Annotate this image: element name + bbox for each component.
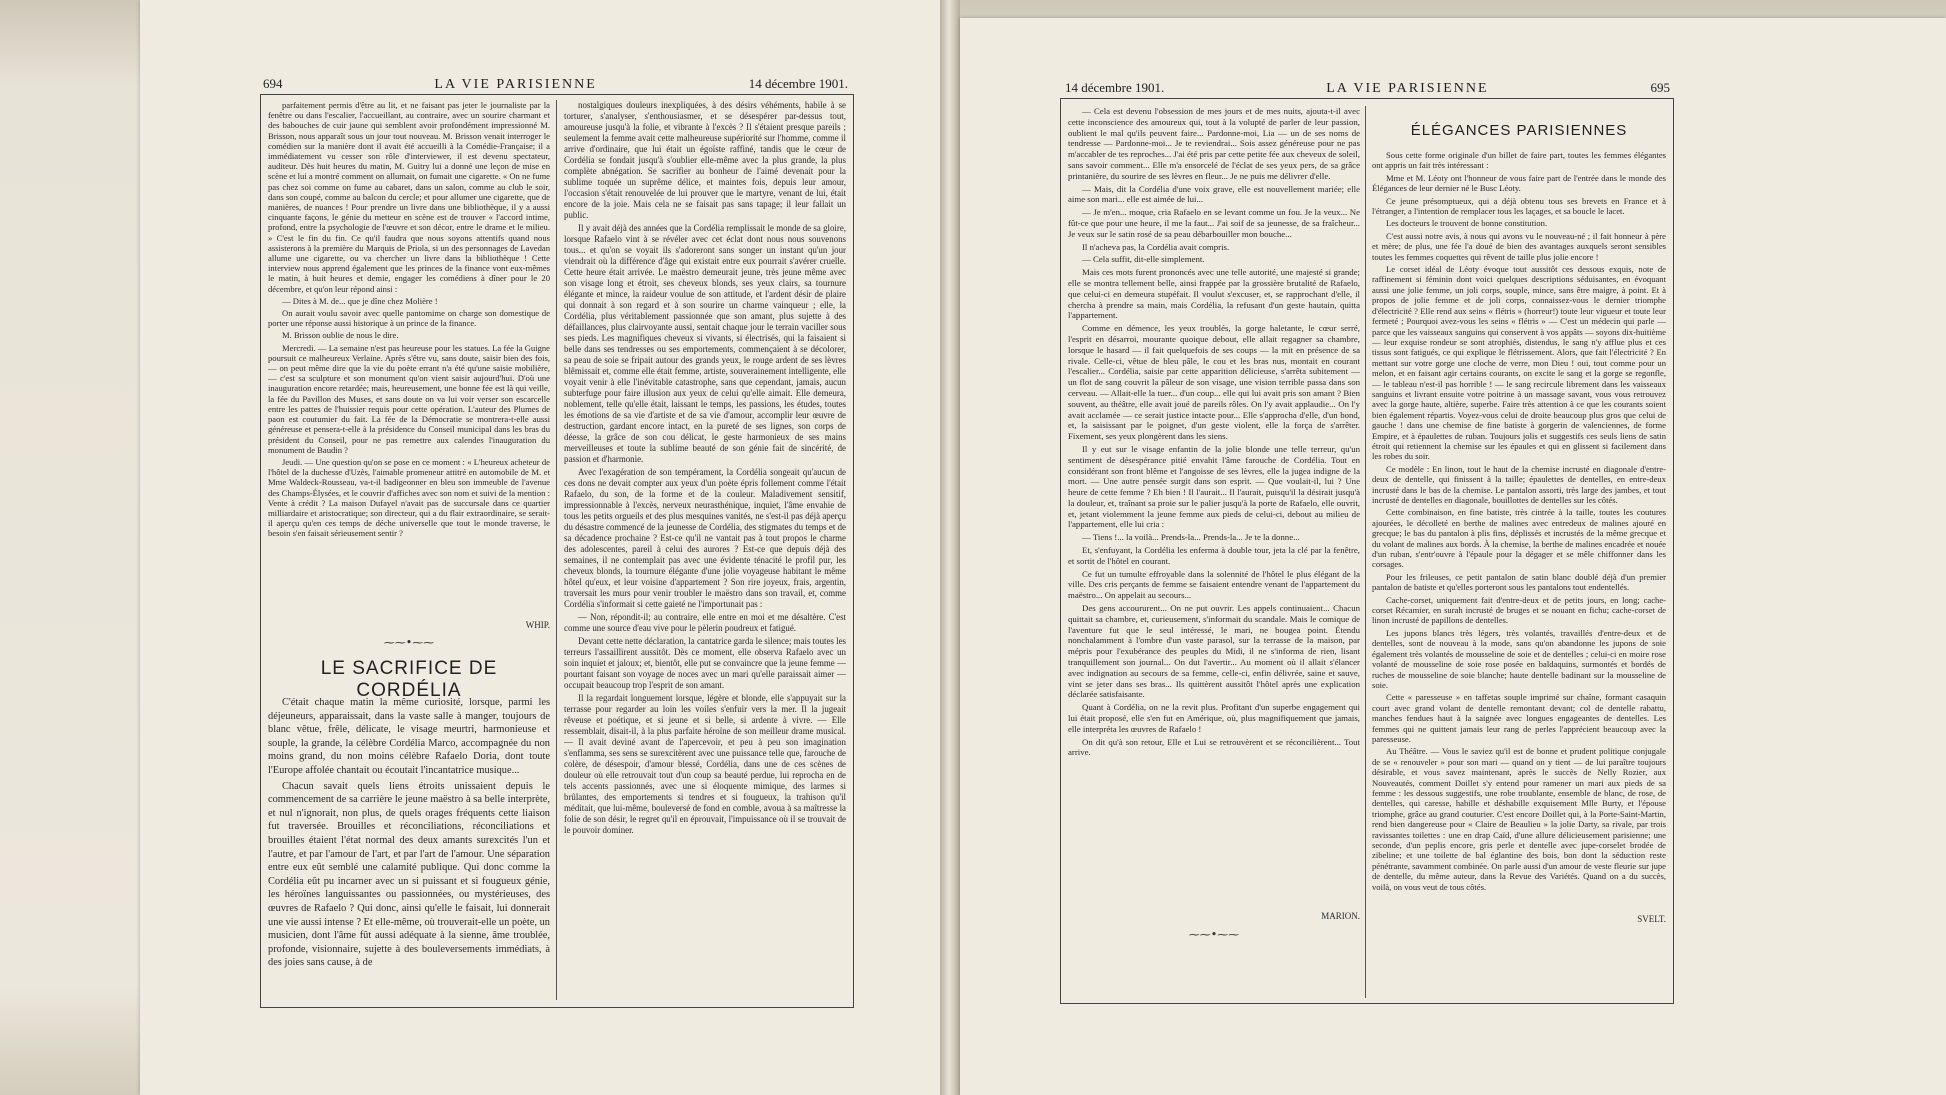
elegances-paragraph: Au Théâtre. — Vous le saviez qu'il est de bonne et prudent politique conjugale de se « renouveler » pour son mari — quand on y tient — de lui paraître toujours désirable, et vous savez maintenant, après le succès de Nelly Rozier, aux Nouveautés, comment Doillet s'y entend pour ramener un mari aux pieds de sa femme : les dessous suggestifs, une robe troublante, ensemble de blanc, de rose, de dentelles, qui caresse, habille et déshabille exquisement Mlle Burty, et l'épouse triomphe, grâce au grand couturier. C'est encore Doillet qui, à la Porte-Saint-Martin, rend bien dangereuse pour « Claire de Beaulieu » la jolie Darty, sa rivale, par trois ravissantes toilettes : une en drap Caïd, d'une allure délicieusement parisienne; une seconde, d'un peplis encore, gris perle et dentelle avec jupe-corselet brodée de zibeline; et une toilette de bal églantine des bois, bon dont la séduction reste pénétrante, savamment combinée. On parle aussi d'un amour de veste fleurie sur jupe de dentelle, du même auteur, dans la Revue des Variétés. Quand on a du succès, voilà, on vous veut de tous côtés.	[1372, 746, 1666, 892]
left-journal-title: LA VIE PARISIENNE	[434, 77, 597, 92]
elegances-column	[1372, 150, 1666, 910]
left-page-header	[263, 76, 848, 93]
elegances-title: ÉLÉGANCES PARISIENNES	[1410, 122, 1628, 139]
story-paragraph: — Tiens !... la voilà... Prends-la... Prends-la... Je te la donne...	[1082, 532, 1300, 543]
story-paragraph: On dit qu'à son retour, Elle et Lui se retrouvèrent et se réconcilièrent... Tout arrive.	[1068, 736, 1360, 758]
story-column-1	[268, 696, 550, 996]
story-paragraph: — Cela est devenu l'obsession de mes jours et de mes nuits, ajouta-t-il avec cette inconscience des amoureux qui, tout à la volupté de parler de leur passion, oublient le mal qu'ils peuvent faire... Pardonne-moi, Lia — un de ses noms de tendresse — Pardonne-moi... Je te reviendrai... Sois assez généreuse pour ne pas m'accabler de tes reproches... J'ai été pris par cette petite fée aux cheveux de soleil, sans savoir comment... Elle m'a ensorcelé de l'éclat de ses yeux pers, de sa grâce printanière, du sourire de ses lèvres en fleur... Je ne puis me délivrer d'elle.	[1068, 106, 1360, 181]
story-paragraph: — Mais, dit la Cordélia d'une voix grave, elle est nouvellement mariée; elle aime son mari... elle est aimée de lui...	[1068, 183, 1360, 205]
section-ornament: ⁓⁓•⁓⁓	[383, 636, 435, 649]
left-column-divider	[556, 100, 557, 1000]
elegances-paragraph: Cette « paresseuse » en taffetas souple imprimé sur chaîne, formant casaquin court avec grand volant de dentelle remontant devant; col de dentelle rabattu, manches fendues haut à la saignée avec longues engageantes de dentelles. Les femmes qui ne quittent jamais leur rang de perles l'apprécient beaucoup avec la paresseuse.	[1372, 692, 1666, 744]
chronicle-paragraph: Mercredi. — La semaine n'est pas heureuse pour les statues. La fée la Guigne poursuit ce malheureux Verlaine. Après s'être vu, sans doute, saisir bien des fois, — on peut même dire que la vie du poète errant n'a été qu'une saisie mobilière, — c'est sa sculpture et son monument qu'on vient saisir aujourd'hui. D'où une inauguration encore retardée; mais, heureusement, une bonne fée est là qui veille, la fée du Pavillon des Muses, et sans doute on va lui voir verser son escarcelle entre les pattes de l'huissier requis pour cette opération. L'auteur des Plumes de paon est coutumier du fait. La fée de la Démocratie se montrera-t-elle aussi généreuse et pensera-t-elle à la présidence du Conseil municipal dans les bras du président du Conseil, pour ne pas remettre aux calendes l'inauguration du monument de Baudin ?	[268, 342, 550, 455]
elegances-paragraph: Pour les frileuses, ce petit pantalon de satin blanc doublé déjà d'un premier pantalon de batiste et qu'elles porteront sous les pantalons tout endentellés.	[1372, 571, 1666, 593]
story-paragraph: Comme en démence, les yeux troublés, la gorge haletante, le cœur serré, l'esprit en désarroi, mourante quoique debout, elle allait regagner sa chambre, lorsque le hasard — il fait quelquefois de ses coups — la mit en présence de sa rivale. Celle-ci, vêtue de bleu pâle, le cou et les bras nus, montait en courant l'escalier... Cordélia, saisie par cette apparition délicieuse, s'arrêta subitement — un flot de sang couvrit la pâleur de son visage, une vision terrible passa dans son cerveau. — Allait-elle la tuer... d'un coup... elle qui lui avait pris son amant ? Bien souvent, au théâtre, elle avait joué de pareils rôles. On l'y avait applaudie... On l'y avait acclamée — ce serait justice intacte pour... Elle s'approcha d'elle, d'un bond, et, la saisissant par le poignet, d'un geste violent, elle la força de s'arrêter. Fixement, ses yeux plongèrent dans les siens.	[1068, 323, 1360, 442]
story-paragraph: Et, s'enfuyant, la Cordélia les enferma à double tour, jeta la clé par la fenêtre, et sortit de l'hôtel en courant.	[1068, 545, 1360, 566]
chronicle-paragraph: On aurait voulu savoir avec quelle pantomime on charge son domestique de porter une réponse aussi historique à un prince de la finance.	[268, 308, 550, 329]
story-title: LE SACRIFICE DE CORDÉLIA	[320, 658, 498, 701]
story-column-3	[1068, 106, 1360, 906]
left-page	[140, 0, 940, 1095]
elegances-paragraph: Ce jeune présomptueux, qui a déjà obtenu tous ses brevets en France et à l'étranger, a l'intention de remplacer tous les laçages, et sa boucle le lacet.	[1372, 195, 1666, 217]
elegances-paragraph: Le corset idéal de Léoty évoque tout aussitôt ces dessous exquis, note de raffinement si féminin dont voici quelques descriptions séduisantes, en évoquant aussi une jolie femme, un joli corps, souple, mince, sans être maigre, à point. Et à propos de jolie femme et de joli corps, connaissez-vous le dernier triomphe d'électricité ? Elle rend aux seins « flétris » (horreur!) toute leur vigueur et toute leur fermeté ; Pourquoi avez-vous les seins « flétris » — C'est un médecin qui parle — parce que les vaisseaux sanguins qui conservent à vos appâts — soyons dix-huitième — leur exquise rondeur se sont atrophiés, distendus, le sang n'y afflue plus et ces tissus sont fatigués, ce qui explique le flétrissement. Alors, que fait l'électricité ? En mettant sur votre gorge une cloche de verre, mon Dieu ! oui, tout comme pour un melon, et en faisant agir certains courants, on excite le sang et la gorge se regonfle, — le tableau n'est-il pas horrible ! — le sang recircule librement dans les vaisseaux sanguins et livrant ensuite votre poitrine à un massage savant, vous vous retrouvez avec la gorge haute, altière, superbe. Faire très attention à ce que les courants soient bien également répartis. Voyez-vous celui de droite beaucoup plus gros que celui de gauche ! dans une chemise de fine batiste à gorgerin de valenciennes, de forme Empire, et à épaulettes de ruban. Toujours jolis et suggestifs ces seuls liens de satin étroit qui retiennent la chemise sur les épaules et qui en glissent si facilement dans les robes du soir.	[1372, 264, 1666, 462]
section-ornament: ⁓⁓•⁓⁓	[1188, 928, 1240, 941]
story-paragraph: Mais ces mots furent prononcés avec une telle autorité, une majesté si grande; elle se montra tellement belle, ainsi frappée par la grossière brutalité de Rafaelo, que celui-ci en demeura stupéfait. Il voulut s'excuser, et, se rapprochant d'elle, il chercha à prendre sa main, mais Cordélia, la refusant d'un geste hautain, quitta l'appartement.	[1068, 267, 1360, 321]
page-gutter	[940, 0, 960, 1095]
right-page-date: 14 décembre 1901.	[1065, 80, 1165, 95]
story-paragraph: Ce fut un tumulte effroyable dans la solennité de l'hôtel le plus élégant de la ville. Des cris perçants de femme se faisaient entendre venant de l'appartement du maëstro... On appelait au secours...	[1068, 568, 1360, 601]
elegances-paragraph: Sous cette forme originale d'un billet de faire part, toutes les femmes élégantes ont appris un fait très intéressant :	[1372, 150, 1666, 171]
story-paragraph: Chacun savait quels liens étroits unissaient depuis le commencement de sa carrière le jeune maëstro à sa belle interprète, et nul n'ignorait, non plus, de quels orages fréquents cette liaison fut traversée. Brouilles et réconciliations, réconciliations et brouilles étaient l'état normal des deux amants surexcités l'un et l'autre, et par l'amour de l'art, et par l'art de l'amour. Une séparation entre eux eût semblé une calamité publique. Qui donc comme la Cordélia eût pu incarner avec un si puissant et si fougueux génie, les héroïnes languissantes ou passionnées, ou mystérieuses, des œuvres de Rafaelo ? Qui donc, ainsi qu'elle le faisait, lui donnerait une vie aussi intense ? Et elle-même, où trouverait-elle un poète, un musicien, dont l'âme fût aussi adéquate à la sienne, âme troublée, profonde, visionnaire, sujette à des bouleversements immédiats, à des joies sans cause, à de	[268, 780, 550, 969]
story-paragraph: — Non, répondit-il; au contraire, elle entre en moi et me désaltère. C'est comme une source d'eau vive pour le pèlerin poudreux et fatigué.	[564, 612, 846, 633]
story-paragraph: Il n'acheva pas, la Cordélia avait compris.	[1082, 241, 1230, 252]
chronicle-paragraph: M. Brisson oublie de nous le dire.	[282, 330, 399, 341]
chronicle-column	[268, 100, 550, 628]
right-journal-title: LA VIE PARISIENNE	[1326, 81, 1489, 96]
elegances-signature: SVELT.	[1637, 914, 1666, 924]
story-paragraph: Des gens accoururent... On ne put ouvrir. Les appels continuaient... Chacun quittait sa chambre, et, curieusement, s'informait du scandale. Mais le comique de l'aventure fut que le seul intéressé, le mari, ne bougea point. Étendu nonchalamment à l'ombre d'un vaste parasol, sur la terrasse de la maison, par mépris pour l'exubérance des peuples du Midi, il ne s'informa de rien, lisant tranquillement son journal... On dut l'avertir... Au moment où il allait s'élancer avec indignation au secours de sa femme, celle-ci, enfin délivrée, saine et sauve, vint se jeter dans ses bras... Ils quittèrent aussitôt l'hôtel après une explication déclarée satisfaisante.	[1068, 603, 1360, 700]
chronicle-signature: WHIP.	[525, 620, 550, 630]
story-paragraph: — Cela suffit, dit-elle simplement.	[1082, 254, 1205, 265]
story-paragraph: Avec l'exagération de son tempérament, la Cordélia songeait qu'aucun de ces dons ne devait compter aux yeux d'un poète épris follement comme l'était Rafaelo, du son, de la forme et de la couleur. Maladivement sensitif, impressionnable à l'excès, nerveux neurasthénique, inquiet, l'âme envahie de tous les petits orgueils et des plus mesquines vanités, ne s'est-il pas déjà aperçu du désastre commencé de la jeunesse de Cordélia, des stigmates du temps et de sa décadence prochaine ? Est-ce qu'il ne vantait pas à tout propos le charme des adolescentes, pareil à celui des aurores ? Est-ce que depuis déjà des semaines, il ne contemplait pas avec une évidente ténacité le profil pur, les cheveux blonds, la tournure élégante d'une jolie voyageuse habitant le même hôtel qu'eux, et leur voisine d'appartement ? Son rire joyeux, frais, argentin, traversait les murs pour venir troubler le maëstro dans son travail, et, comme Cordélia s'informait si cette gaieté ne l'importunait pas :	[564, 467, 846, 609]
story-paragraph: Quant à Cordélia, on ne la revit plus. Profitant d'un superbe engagement qui lui était proposé, elle s'en fut en Amérique, où, plus magnifiquement que jamais, elle interpréta les œuvres de Rafaelo !	[1068, 702, 1360, 734]
story-column-2	[564, 100, 846, 996]
elegances-paragraph: Ce modèle : En linon, tout le haut de la chemise incrusté en diagonale d'entre-deux de dentelle, qui finissent à la taille; épaulettes de dentelles, en entre-deux incrusté dans le bas de la chemise. Le pantalon assorti, très large des jambes, et tout incrusté de dentelles en diagonale, bouillottes de dentelles sur les côtés.	[1372, 463, 1666, 505]
chronicle-paragraph: Jeudi. — Une question qu'on se pose en ce moment : « L'heureux acheteur de l'hôtel de la duchesse d'Uzès, l'aimable promeneur attitré en automobile de M. et Mme Waldeck-Rousseau, va-t-il badigeonner en bleu son immeuble de l'avenue des Champs-Élysées, et le couvrir d'affiches avec son nom et suivi de la mention : Vente à crédit ? La maison Dufayel n'avait pas de succursale dans ce quartier milliardaire et aristocratique; son directeur, qui a du flair extraordinaire, se serait-il aperçu qu'en ces temps de déche universelle que tout le monde traverse, le besoin s'en faisait sérieusement sentir ?	[268, 456, 550, 539]
elegances-paragraph: Cette combinaison, en fine batiste, très cintrée à la taille, toutes les coutures ajourées, le décolleté en berthe de malines avec entredeux de malines ajouré en grecque; le bas du pantalon à plis fins, déplissés et incrustés de la même grecque et du volant de malines aux bords. À la chemise, la berthe de malines encadrée et nouée d'un ruban, s'entr'ouvre à l'épaule pour la dégager et se mêle chiffonner dans les corsages.	[1372, 507, 1666, 570]
story-paragraph: Devant cette nette déclaration, la cantatrice garda le silence; mais toutes les terreurs l'assaillirent aussitôt. Dès ce moment, elle observa Rafaelo avec un soin inquiet et jaloux; et, bientôt, elle put se convaincre que la jeune femme — pourtant faisant son voyage de noces avec un mari qu'elle paraissait aimer — occupait beaucoup trop l'esprit de son amant.	[564, 636, 846, 690]
elegances-paragraph: C'est aussi notre avis, à nous qui avons vu le nouveau-né ; il fait honneur à père et mère; de plus, une fée l'a doué de bien des avantages auxquels seront sensibles toutes les femmes coquettes qui rêvent de taille plus jolie encore !	[1372, 230, 1666, 262]
left-page-number: 694	[263, 76, 283, 91]
right-page-number: 695	[1650, 80, 1670, 95]
elegances-paragraph: Les docteurs le trouvent de bonne constitution.	[1386, 218, 1548, 229]
elegances-paragraph: Cache-corset, uniquement fait d'entre-deux et de petits jours, en long; cache-corset Récamier, en surah incrusté de bruges et se nouant en fichu; cache-corset de linon incrusté de papillons de dentelles.	[1372, 594, 1666, 626]
left-page-date: 14 décembre 1901.	[748, 76, 848, 91]
right-page	[960, 18, 1946, 1095]
story-paragraph: Il y eut sur le visage enfantin de la jolie blonde une telle terreur, qu'un sentiment de désespérance pitié envahit l'âme farouche de Cordélia. Tout en considérant son front blême et l'angoisse de ses lèvres, elle la jugea indigne de la mort. — Une autre pensée surgit dans son esprit. — Que voulait-il, lui ? Une heure de cette femme ? Eh bien ! Il l'aurait... Il l'aurait, puisqu'il la désirait jusqu'à la douleur, et, traînant sa proie sur le palier jusqu'à la porte de Rafaelo, elle ouvrit, et, jetant violemment la jeune femme aux pieds de celui-ci, debout au milieu de l'appartement, elle lui cria :	[1068, 443, 1360, 530]
right-column-divider	[1365, 106, 1366, 998]
story-paragraph: nostalgiques douleurs inexpliquées, à des désirs véhéments, habile à se torturer, s'analyser, s'enthousiasmer, et se désespérer par-dessus tout, amoureuse jusqu'à la folie, et vibrante à l'excès ? Il s'étaient presque pareils ; seulement la femme avait cette malheureuse supériorité sur l'homme, comme il arrive d'ordinaire, que lui était un égoïste raffiné, tandis que le cœur de Cordélia se fondait jusqu'à s'oublier elle-même avec la plus grande, la plus complète abnégation. Se sacrifier au bonheur de l'aimé devenait pour la sublime toquée un suprême délice, et maintes fois, depuis leur amour, l'occasion s'était renouvelée de lui prouver que le martyre, venant de lui, était encore de la joie. Mais cela ne se faisait pas sans tapage; il leur fallait un public.	[564, 100, 846, 220]
right-page-header	[1065, 80, 1670, 97]
chronicle-paragraph: — Dites à M. de... que je dîne chez Molière !	[282, 295, 438, 306]
story-signature: MARION.	[1321, 911, 1360, 921]
elegances-paragraph: Mme et M. Léoty ont l'honneur de vous faire part de l'entrée dans le monde des Élégances de leur dernier né le Busc Léoty.	[1372, 172, 1666, 194]
story-paragraph: Il y avait déjà des années que la Cordélia remplissait le monde de sa gloire, lorsque Rafaelo vint à se révéler avec cet éclat dont nous nous souvenons tous... et qu'on se voyait ils s'adoreront sans songer un instant qu'un jour viendrait où la différence d'âge qui existait entre eux pourrait s'avérer cruelle. Cette heure était arrivée. Le maëstro demeurait jeune, très jeune même avec son visage long et étroit, ses cheveux blonds, ses yeux clairs, sa tournure élégante et mince, la raideur voulue de son attitude, et l'ardent désir de plaire qui donnait à son regard et à son sourire un charme vainqueur ; elle, la Cordélia, plus véritablement passionnée que son amant, plus sujette à des défaillances, plus clairvoyante aussi, sentait chaque jour le terrain vaciller sous ses pieds. Les magnifiques cheveux si vivants, si électrisés, qui la faisaient si belle dans ses tendresses ou ses emportements, commençaient à se décolorer, sa peau de soie se fripait autour des grands yeux, le rouge ardent de ses lèvres blêmissait et, comme elle était femme, artiste, souverainement intelligente, elle voyait venir à elle l'inévitable catastrophe, sans que cependant, jamais, aucun subterfuge pour faire illusion aux yeux de celui qu'elle aimait. Elle demeura, noblement, telle qu'elle était, laissant le temps, les passions, les études, toutes les émotions de sa vie d'artiste et de sa vie d'amour, accomplir leur œuvre de destruction, gardant encore intact, en la pureté de ses lignes, son corps de déesse, la grâce de son cou délicat, le geste harmonieux de ses mains merveilleuses et toute la sublime beauté de son génie fait de sincérité, de passion et d'harmonie.	[564, 223, 846, 464]
chronicle-paragraph: parfaitement permis d'être au lit, et ne faisant pas jeter le journaliste par la fenêtre ou dans l'escalier, l'accueillant, au contraire, avec un sourire charmant et des babouches de cuir jaune qui semblent avoir profondément impressionné M. Brisson, nous apparaît sous un jour tout nouveau. M. Brisson venait interroger le comédien sur la manière dont il avait été accueilli à la Comédie-Française; il a immédiatement vu cesser son rôle d'interviewer, il est devenu spectateur, auditeur. Dès huit heures du matin, M. Guitry lui a donné une leçon de mise en scène et lui a montré comment on allumait, on fumait une cigarette. « On ne fume pas chez soi comme on fume au cabaret, dans un salon, comme au club le soir, dans son coupé, comme au balcon du cercle; et pour allumer une cigarette, que de manières, de nuances ! Pour prendre un livre dans une bibliothèque, il y a aussi cinquante façons, le génie du metteur en scène est de trouver « l'accord intime, profond, entre la psychologie de l'œuvre et son décor, entre le drame et le milieu. » C'est le fin du fin. Ce qu'il faudra que nous soyons attentifs quand nous assisterons à la première du Marquis de Priola, si un des personnages de Lavedan allume une cigarette, ou va chercher un livre dans la bibliothèque ! Cette interview nous apprend également que les princes de la finance vont eux-mêmes le matin, à huit heures et demie, engager les comédiens à dîner pour le 20 décembre, et qu'on leur répond ainsi :	[268, 100, 550, 294]
elegances-paragraph: Les jupons blancs très légers, très volantés, travaillés d'entre-deux et de dentelles, sont de nouveau à la mode, sans qu'on abandonne les jupons de soie également très volantés de mousseline de soie et de dentelles ; celui-ci en moire rose volanté de mousseline de soie rose posée en baldaquins, surmontés et bordés de ruches de mousseline de soie blanche; haute dentelle badinant sur la mousseline de soie.	[1372, 627, 1666, 690]
story-paragraph: — Je m'en... moque, cria Rafaelo en se levant comme un fou. Je la veux... Ne fût-ce que pour une heure, il me la faut... J'ai soif de sa jeunesse, de sa fraîcheur... Je veux sur le satin rosé de sa peau débarbouiller mon bouche...	[1068, 207, 1360, 239]
story-paragraph: Il la regardait longuement lorsque, légère et blonde, elle s'appuyait sur la terrasse pour regarder au loin les voiles s'enfuir vers la mer. Il la jugeait rêveuse et poétique, et si jeune et si belle, si ardente à vivre. — Elle ressemblait, disait-il, à la plus parfaite héroïne de son meilleur drame musical. — Il avait deviné avant de l'apercevoir, et peu à peu son imagination s'enflamma, ses sens se surexcitèrent avec une puissance telle que, farouche de colère, de désespoir, d'amour blessé, Cordélia, dans une de ces scènes de douleur où elle retrouvait tout d'un coup sa beauté perdue, lui reprocha en de tels accents passionnés, avec une si éloquente mimique, des larmes si brûlantes, des emportements si tendres et si fougueux, la trahison qu'il méditait, que lui-même, bouleversé de fond en comble, avoua à sa maîtresse la folie de son désir, le regret qu'il en éprouvait, l'impuissance où il se trouvait de le pouvoir dominer.	[564, 693, 846, 835]
story-paragraph: C'était chaque matin la même curiosité, lorsque, parmi les déjeuneurs, apparaissait, dans la vaste salle à manger, toujours de blanc vêtue, frêle, délicate, le visage meurtri, harmonieuse et souple, la grande, la célèbre Cordélia Marco, accompagnée du non moins grand, du non moins célèbre Rafaelo Doria, dont toute l'Europe affolée chantait ou écoutait l'incantatrice musique...	[268, 697, 550, 776]
